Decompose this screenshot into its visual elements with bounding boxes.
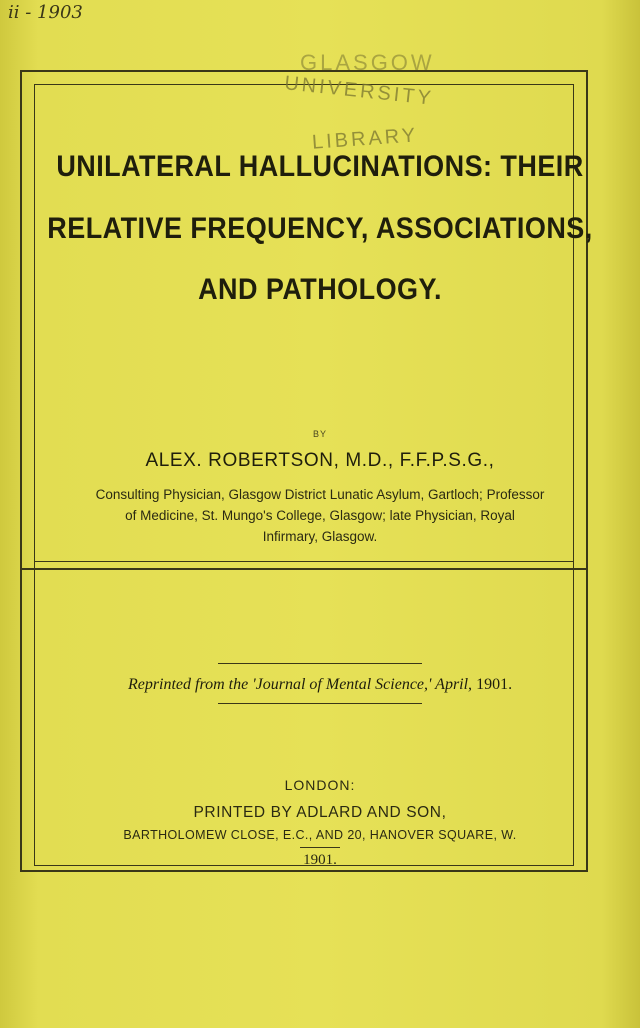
year-divider bbox=[300, 847, 340, 848]
divider-rule-top bbox=[218, 663, 422, 664]
reprint-month: April, bbox=[431, 676, 477, 693]
library-stamp-line2: UNIVERSITY bbox=[283, 72, 435, 110]
reprint-notice bbox=[0, 676, 640, 694]
library-stamp-line3: LIBRARY bbox=[311, 124, 419, 154]
affiliation-line-2: of Medicine, St. Mungo's College, Glasgow; late Physician, Royal bbox=[125, 508, 515, 523]
byline: BY bbox=[312, 429, 327, 439]
author-affiliation bbox=[60, 484, 580, 547]
affiliation-line-3: Infirmary, Glasgow. bbox=[262, 529, 378, 544]
reprint-year: 1901. bbox=[476, 676, 513, 693]
imprint-year: 1901. bbox=[303, 852, 337, 868]
imprint-printer: PRINTED BY ADLARD AND SON, bbox=[193, 804, 447, 821]
handwritten-annotation: ii - 1903 bbox=[8, 2, 83, 23]
reprint-prefix: Reprinted from the bbox=[127, 676, 253, 693]
imprint-address: BARTHOLOMEW CLOSE, E.C., AND 20, HANOVER SQUARE, W. bbox=[123, 828, 517, 842]
reprint-journal: 'Journal of Mental Science,' bbox=[252, 676, 432, 693]
divider-rule-bottom bbox=[218, 703, 422, 704]
imprint-place: LONDON: bbox=[284, 777, 356, 793]
title-line-2: RELATIVE FREQUENCY, ASSOCIATIONS, bbox=[47, 212, 593, 245]
title-line-3: AND PATHOLOGY. bbox=[198, 273, 442, 306]
title-line-1: UNILATERAL HALLUCINATIONS: THEIR bbox=[56, 150, 584, 183]
library-stamp-line1: GLASGOW bbox=[300, 50, 435, 75]
author-name: ALEX. ROBERTSON, M.D., F.F.P.S.G., bbox=[145, 450, 495, 471]
affiliation-line-1: Consulting Physician, Glasgow District Lunatic Asylum, Gartloch; Professor bbox=[95, 487, 545, 502]
